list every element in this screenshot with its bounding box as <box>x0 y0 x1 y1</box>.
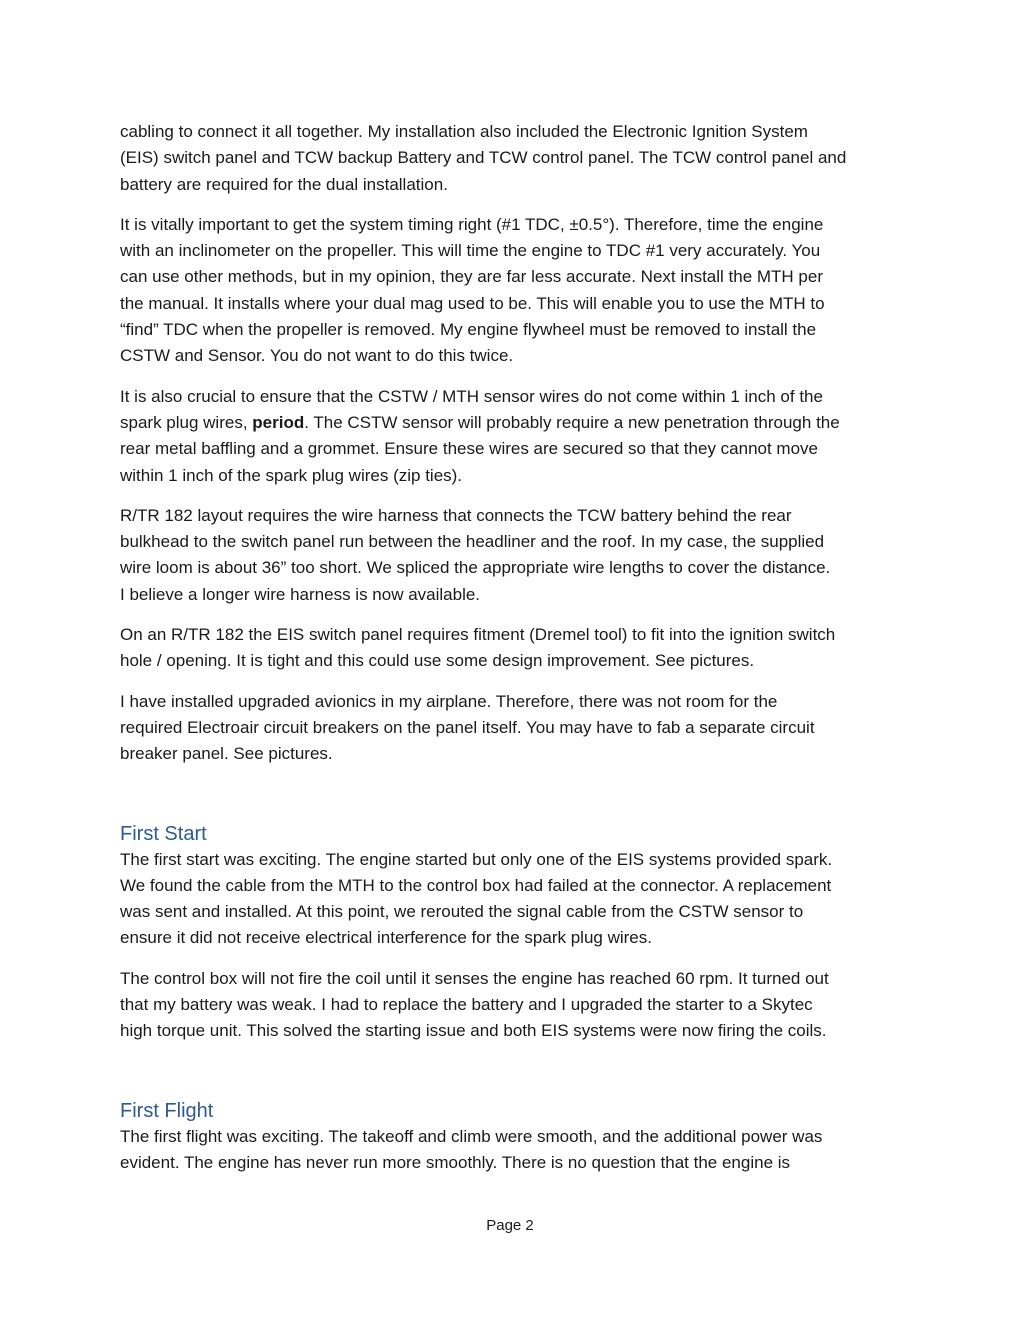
paragraph-switch-panel <box>120 622 910 675</box>
heading-first-start: First Start <box>120 822 207 845</box>
paragraph-wire-harness <box>120 503 910 608</box>
text-line: CSTW and Sensor. You do not want to do this twice. <box>120 346 514 366</box>
text-line: the manual. It installs where your dual mag used to be. This will enable you to use the MTH to <box>120 293 825 313</box>
text-run: . The CSTW sensor will probably require a new penetration through the <box>304 412 840 432</box>
paragraph-cabling <box>120 119 910 198</box>
text-line: wire loom is about 36” too short. We spliced the appropriate wire lengths to cover the distance. <box>120 558 831 578</box>
text-line: The first flight was exciting. The takeoff and climb were smooth, and the additional power was <box>120 1126 823 1146</box>
paragraph-sensor-wires <box>120 384 910 489</box>
text-line: cabling to connect it all together. My installation also included the Electronic Ignition System <box>120 122 808 141</box>
emphasis-period: period <box>252 412 305 432</box>
text-line: R/TR 182 layout requires the wire harness that connects the TCW battery behind the rear <box>120 505 792 525</box>
text-line: hole / opening. It is tight and this could use some design improvement. See pictures. <box>120 651 755 671</box>
text-run: spark plug wires, <box>120 412 253 432</box>
paragraph-first-start <box>120 847 910 952</box>
text-line: evident. The engine has never run more smoothly. There is no question that the engine is <box>120 1152 791 1172</box>
text-line: We found the cable from the MTH to the control box had failed at the connector. A replacement <box>120 875 832 895</box>
text-line: It is also crucial to ensure that the CSTW / MTH sensor wires do not come within 1 inch of the <box>120 386 823 406</box>
text-line: was sent and installed. At this point, we rerouted the signal cable from the CSTW sensor to <box>120 902 804 922</box>
document-page <box>120 119 910 1190</box>
text-line: battery are required for the dual installation. <box>120 174 448 194</box>
page-number: Page 2 <box>486 1217 534 1234</box>
text-line: that my battery was weak. I had to replace the battery and I upgraded the starter to a Skytec <box>120 995 813 1015</box>
text-line: can use other methods, but in my opinion, they are far less accurate. Next install the MTH per <box>120 267 824 287</box>
paragraph-first-flight <box>120 1124 910 1177</box>
text-line: with an inclinometer on the propeller. This will time the engine to TDC #1 very accurately. You <box>120 241 821 261</box>
paragraph-control-box <box>120 966 910 1045</box>
text-line: It is vitally important to get the system timing right (#1 TDC, ±0.5°). Therefore, time the engine <box>120 214 824 234</box>
text-line: (EIS) switch panel and TCW backup Battery and TCW control panel. The TCW control panel and <box>120 148 847 168</box>
text-line: I believe a longer wire harness is now available. <box>120 584 481 604</box>
heading-first-flight: First Flight <box>120 1099 214 1122</box>
text-line: bulkhead to the switch panel run between the headliner and the roof. In my case, the supplied <box>120 532 825 552</box>
text-line <box>120 410 910 436</box>
text-line: ensure it did not receive electrical interference for the spark plug wires. <box>120 928 652 948</box>
paragraph-timing <box>120 212 910 370</box>
text-line: The control box will not fire the coil until it senses the engine has reached 60 rpm. It turned out <box>120 968 829 988</box>
text-line: rear metal baffling and a grommet. Ensure these wires are secured so that they cannot move <box>120 439 818 459</box>
text-line: I have installed upgraded avionics in my airplane. Therefore, there was not room for the <box>120 691 778 711</box>
text-line: within 1 inch of the spark plug wires (zip ties). <box>120 465 463 485</box>
text-line: The first start was exciting. The engine started but only one of the EIS systems provided spark. <box>120 849 833 869</box>
text-line: breaker panel. See pictures. <box>120 744 333 764</box>
text-line: On an R/TR 182 the EIS switch panel requires fitment (Dremel tool) to fit into the ignition switch <box>120 625 836 645</box>
paragraph-avionics <box>120 689 910 768</box>
text-line: high torque unit. This solved the starting issue and both EIS systems were now firing the coils. <box>120 1021 827 1041</box>
text-line: “find” TDC when the propeller is removed. My engine flywheel must be removed to install the <box>120 320 817 340</box>
text-line: required Electroair circuit breakers on the panel itself. You may have to fab a separate circuit <box>120 717 815 737</box>
